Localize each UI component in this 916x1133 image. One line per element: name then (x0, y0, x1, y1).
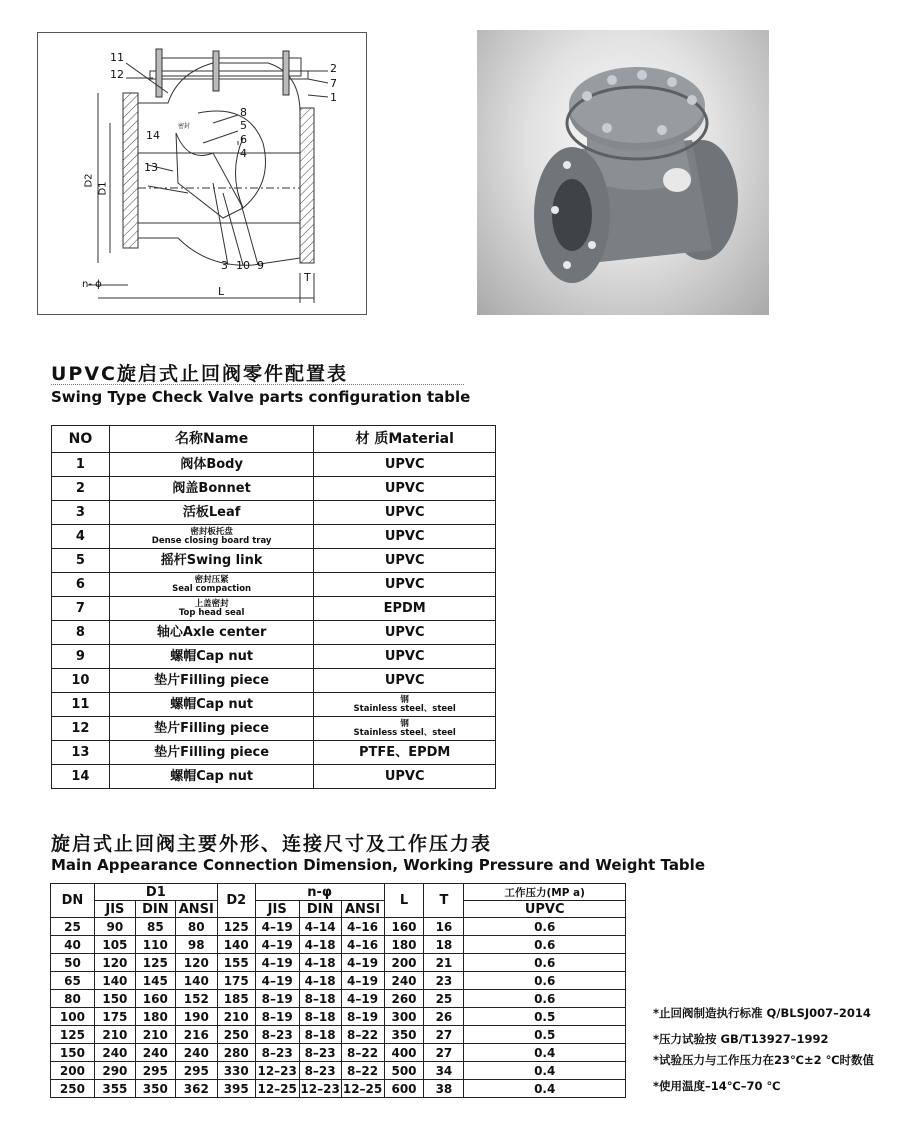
cell-dn: 125 (51, 1026, 95, 1044)
dim-d2: D2 (83, 173, 95, 188)
cell-d1-din: 210 (135, 1026, 175, 1044)
part-no: 8 (52, 621, 110, 645)
cell-l: 400 (384, 1044, 424, 1062)
cell-dn: 200 (51, 1062, 95, 1080)
part-name: 螺帽Cap nut (109, 693, 314, 717)
cell-t: 16 (424, 918, 464, 936)
table-row (51, 936, 626, 954)
cell-l: 260 (384, 990, 424, 1008)
part-no: 1 (52, 453, 110, 477)
callout-13: 13 (144, 161, 158, 174)
table-row (51, 1008, 626, 1026)
cell-d1-ansi: 152 (175, 990, 217, 1008)
table-row (52, 501, 496, 525)
part-material: PTFE、EPDM (314, 741, 496, 765)
cell-d2: 175 (217, 972, 255, 990)
cell-nphi-ansi: 4–19 (341, 972, 384, 990)
header-d2: D2 (217, 884, 255, 918)
cell-pressure: 0.6 (464, 972, 626, 990)
cell-dn: 25 (51, 918, 95, 936)
cell-nphi-jis: 4–19 (255, 936, 299, 954)
part-no: 10 (52, 669, 110, 693)
table-row (51, 1062, 626, 1080)
cell-t: 38 (424, 1080, 464, 1098)
header-nphi-jis: JIS (255, 901, 299, 918)
cell-nphi-ansi: 4–16 (341, 918, 384, 936)
cell-d1-ansi: 140 (175, 972, 217, 990)
parts-title-en: Swing Type Check Valve parts configuration table (51, 388, 471, 406)
cell-nphi-din: 4–18 (299, 972, 341, 990)
header-d1-ansi: ANSI (175, 901, 217, 918)
cell-d1-jis: 120 (94, 954, 135, 972)
part-no: 11 (52, 693, 110, 717)
cell-dn: 40 (51, 936, 95, 954)
cell-d1-ansi: 98 (175, 936, 217, 954)
part-material-en: Stainless steel、steel (353, 727, 456, 738)
header-nphi-din: DIN (299, 901, 341, 918)
cell-d2: 125 (217, 918, 255, 936)
part-material: EPDM (314, 597, 496, 621)
cell-d1-ansi: 240 (175, 1044, 217, 1062)
table-row (51, 1080, 626, 1098)
header-dn: DN (51, 884, 95, 918)
table-row (52, 621, 496, 645)
callout-2: 2 (330, 62, 337, 75)
table-row (52, 741, 496, 765)
cell-nphi-jis: 4–19 (255, 918, 299, 936)
cell-nphi-jis: 4–19 (255, 954, 299, 972)
callout-3: 3 (221, 259, 228, 272)
cell-nphi-din: 8–18 (299, 1026, 341, 1044)
part-no: 4 (52, 525, 110, 549)
part-material: UPVC (314, 645, 496, 669)
part-material-cn: 钢 (400, 719, 409, 729)
dim-title-en: Main Appearance Connection Dimension, Working Pressure and Weight Table (51, 856, 705, 874)
cell-l: 200 (384, 954, 424, 972)
cell-nphi-jis: 8–19 (255, 1008, 299, 1026)
cell-l: 600 (384, 1080, 424, 1098)
header-material: 材 质Material (314, 426, 496, 453)
cell-d1-ansi: 362 (175, 1080, 217, 1098)
cell-d1-din: 295 (135, 1062, 175, 1080)
table-row (52, 669, 496, 693)
cell-d2: 330 (217, 1062, 255, 1080)
header-t: T (424, 884, 464, 918)
part-name: 垫片Filling piece (109, 717, 314, 741)
parts-table-header (52, 426, 496, 453)
cell-d2: 395 (217, 1080, 255, 1098)
header-name: 名称Name (109, 426, 314, 453)
cell-d2: 155 (217, 954, 255, 972)
cell-t: 34 (424, 1062, 464, 1080)
cell-dn: 100 (51, 1008, 95, 1026)
table-row (52, 573, 496, 597)
table-row (52, 693, 496, 717)
cell-d1-din: 110 (135, 936, 175, 954)
cell-pressure: 0.4 (464, 1062, 626, 1080)
cell-nphi-din: 8–23 (299, 1062, 341, 1080)
cell-d1-jis: 175 (94, 1008, 135, 1026)
part-material: UPVC (314, 573, 496, 597)
callout-7: 7 (330, 77, 337, 90)
cell-d2: 140 (217, 936, 255, 954)
table-row (52, 717, 496, 741)
table-row (52, 645, 496, 669)
cell-t: 21 (424, 954, 464, 972)
cell-nphi-din: 12–23 (300, 1081, 340, 1096)
cell-l: 350 (384, 1026, 424, 1044)
cell-d1-din: 180 (135, 1008, 175, 1026)
part-no: 13 (52, 741, 110, 765)
cell-l: 180 (384, 936, 424, 954)
table-row (52, 453, 496, 477)
cell-d1-jis: 150 (94, 990, 135, 1008)
dim-header-row-1 (51, 884, 626, 901)
part-material: UPVC (314, 477, 496, 501)
cell-d1-jis: 105 (94, 936, 135, 954)
part-no: 2 (52, 477, 110, 501)
cell-d1-ansi: 216 (175, 1026, 217, 1044)
cell-dn: 150 (51, 1044, 95, 1062)
cell-d2: 250 (217, 1026, 255, 1044)
cell-t: 18 (424, 936, 464, 954)
cell-nphi-din: 4–14 (299, 918, 341, 936)
header-nphi-ansi: ANSI (341, 901, 384, 918)
part-material: UPVC (314, 453, 496, 477)
cell-t: 27 (424, 1044, 464, 1062)
cell-nphi-ansi: 8–22 (341, 1026, 384, 1044)
note-pressure-test: *压力试验按 GB/T13927–1992 (653, 1032, 829, 1046)
cell-d1-ansi: 295 (175, 1062, 217, 1080)
part-material-en: Stainless steel、steel (353, 703, 456, 714)
cell-d1-din: 350 (135, 1080, 175, 1098)
part-no: 5 (52, 549, 110, 573)
header-d1-jis: JIS (94, 901, 135, 918)
cell-d1-din: 160 (135, 990, 175, 1008)
callout-11: 11 (110, 51, 124, 64)
cell-nphi-din: 8–18 (299, 990, 341, 1008)
part-material: UPVC (314, 525, 496, 549)
cell-pressure: 0.6 (464, 990, 626, 1008)
parts-title-cn: UPVC旋启式止回阀零件配置表 (51, 363, 349, 385)
part-name: 垫片Filling piece (109, 669, 314, 693)
cell-d1-ansi: 190 (175, 1008, 217, 1026)
callout-9: 9 (257, 259, 264, 272)
dim-d1: D1 (97, 181, 109, 196)
cell-nphi-din: 4–18 (299, 954, 341, 972)
cell-nphi-ansi: 8–22 (341, 1062, 384, 1080)
table-row (51, 990, 626, 1008)
dim-title-cn: 旋启式止回阀主要外形、连接尺寸及工作压力表 (51, 833, 493, 855)
part-material (314, 717, 496, 741)
part-no: 3 (52, 501, 110, 525)
dim-t: T (304, 271, 311, 284)
cell-d2: 210 (217, 1008, 255, 1026)
dimension-table (50, 883, 626, 1098)
callout-14: 14 (146, 129, 160, 142)
cell-l: 160 (384, 918, 424, 936)
cell-nphi-din: 4–18 (299, 936, 341, 954)
callout-6: 6 (240, 133, 247, 146)
cell-dn: 50 (51, 954, 95, 972)
cell-pressure: 0.4 (464, 1080, 626, 1098)
cell-nphi-jis: 12–23 (255, 1062, 299, 1080)
part-no: 12 (52, 717, 110, 741)
valve-section-drawing (37, 32, 367, 315)
callout-12: 12 (110, 68, 124, 81)
part-name: 垫片Filling piece (109, 741, 314, 765)
cell-pressure: 0.4 (464, 1044, 626, 1062)
table-row (51, 1026, 626, 1044)
cell-d1-din: 125 (135, 954, 175, 972)
part-name-cn: 密封压紧 (194, 575, 229, 585)
cell-dn: 65 (51, 972, 95, 990)
part-material-cn: 钢 (400, 695, 409, 705)
header-n-phi: n-φ (255, 884, 384, 901)
cell-d1-jis: 90 (94, 918, 135, 936)
part-name: 阀盖Bonnet (109, 477, 314, 501)
cell-nphi-ansi: 4–16 (341, 936, 384, 954)
table-row (52, 477, 496, 501)
cell-d2: 185 (217, 990, 255, 1008)
table-row (51, 972, 626, 990)
callout-8: 8 (240, 106, 247, 119)
table-row (51, 1044, 626, 1062)
table-row (51, 918, 626, 936)
valve-product-photo (477, 30, 769, 315)
note-temperature: *使用温度–14℃–70 ℃ (653, 1079, 781, 1093)
header-upvc: UPVC (464, 901, 626, 918)
part-material: UPVC (314, 549, 496, 573)
cell-t: 23 (424, 972, 464, 990)
part-name (109, 597, 314, 621)
cell-nphi-jis: 8–19 (255, 990, 299, 1008)
dim-l: L (218, 285, 225, 298)
callout-5: 5 (240, 119, 247, 132)
part-name-cn: 上盖密封 (194, 599, 229, 609)
cell-t: 25 (424, 990, 464, 1008)
table-row (51, 954, 626, 972)
part-name (109, 573, 314, 597)
cell-pressure: 0.5 (464, 1026, 626, 1044)
part-material: UPVC (314, 669, 496, 693)
header-pressure: 工作压力(MP a) (464, 884, 626, 901)
dimension-table-body (51, 918, 626, 1098)
part-no: 14 (52, 765, 110, 789)
part-material: UPVC (314, 621, 496, 645)
cell-pressure: 0.6 (464, 918, 626, 936)
note-test-pressure: *试验压力与工作压力在23℃±2 ℃时数值 (653, 1053, 875, 1067)
parts-title-divider (51, 384, 464, 385)
cell-nphi-ansi: 8–22 (341, 1044, 384, 1062)
cell-nphi-ansi: 4–19 (341, 990, 384, 1008)
dim-header-row-2 (51, 901, 626, 918)
part-material: UPVC (314, 501, 496, 525)
part-material (314, 693, 496, 717)
part-no: 6 (52, 573, 110, 597)
callout-4: 4 (240, 147, 247, 160)
cell-l: 240 (384, 972, 424, 990)
cell-nphi-ansi: 4–19 (341, 954, 384, 972)
cell-d1-ansi: 120 (175, 954, 217, 972)
cell-d1-jis: 140 (94, 972, 135, 990)
table-row (52, 765, 496, 789)
cell-nphi-jis: 4–19 (255, 972, 299, 990)
callout-10: 10 (236, 259, 250, 272)
note-standard: *止回阀制造执行标准 Q/BLSJ007–2014 (653, 1006, 871, 1020)
part-name: 螺帽Cap nut (109, 645, 314, 669)
callout-1: 1 (330, 91, 337, 104)
part-no: 9 (52, 645, 110, 669)
header-l: L (384, 884, 424, 918)
cell-nphi-ansi: 8–19 (341, 1008, 384, 1026)
cell-t: 26 (424, 1008, 464, 1026)
cell-nphi-jis: 8–23 (255, 1044, 299, 1062)
part-name: 活板Leaf (109, 501, 314, 525)
cell-pressure: 0.5 (464, 1008, 626, 1026)
cell-nphi-din: 8–23 (299, 1044, 341, 1062)
part-name: 摇杆Swing link (109, 549, 314, 573)
seal-label: 密封 (178, 123, 191, 130)
cell-pressure: 0.6 (464, 936, 626, 954)
cell-d1-ansi: 80 (175, 918, 217, 936)
cell-pressure: 0.6 (464, 954, 626, 972)
parts-table (51, 425, 496, 789)
cell-d1-din: 240 (135, 1044, 175, 1062)
cell-d1-jis: 355 (94, 1080, 135, 1098)
part-name: 螺帽Cap nut (109, 765, 314, 789)
part-name-en: Top head seal (178, 607, 245, 618)
part-no: 7 (52, 597, 110, 621)
cell-dn: 250 (51, 1080, 95, 1098)
part-name: 阀体Body (109, 453, 314, 477)
part-material: UPVC (314, 765, 496, 789)
table-row (52, 549, 496, 573)
valve-photo-svg (477, 30, 769, 315)
cell-nphi-jis: 8–23 (255, 1026, 299, 1044)
cell-nphi-din: 8–18 (299, 1008, 341, 1026)
cell-d1-din: 85 (135, 918, 175, 936)
header-d1: D1 (94, 884, 217, 901)
part-name: 轴心Axle center (109, 621, 314, 645)
cell-d1-jis: 290 (94, 1062, 135, 1080)
cell-nphi-ansi: 12–25 (342, 1081, 383, 1096)
cell-t: 27 (424, 1026, 464, 1044)
cell-d2: 280 (217, 1044, 255, 1062)
cell-d1-din: 145 (135, 972, 175, 990)
part-name-cn: 密封板托盘 (190, 527, 233, 537)
cell-l: 300 (384, 1008, 424, 1026)
header-d1-din: DIN (135, 901, 175, 918)
cell-nphi-jis: 12–25 (255, 1080, 299, 1098)
part-name-en: Seal compaction (172, 583, 252, 594)
cell-dn: 80 (51, 990, 95, 1008)
table-row (52, 597, 496, 621)
dim-n-phi: n- ϕ (82, 279, 102, 290)
cell-l: 500 (384, 1062, 424, 1080)
cell-d1-jis: 210 (94, 1026, 135, 1044)
part-name (109, 525, 314, 549)
cell-d1-jis: 240 (94, 1044, 135, 1062)
header-no: NO (52, 426, 110, 453)
part-name-en: Dense closing board tray (151, 535, 272, 546)
table-row (52, 525, 496, 549)
